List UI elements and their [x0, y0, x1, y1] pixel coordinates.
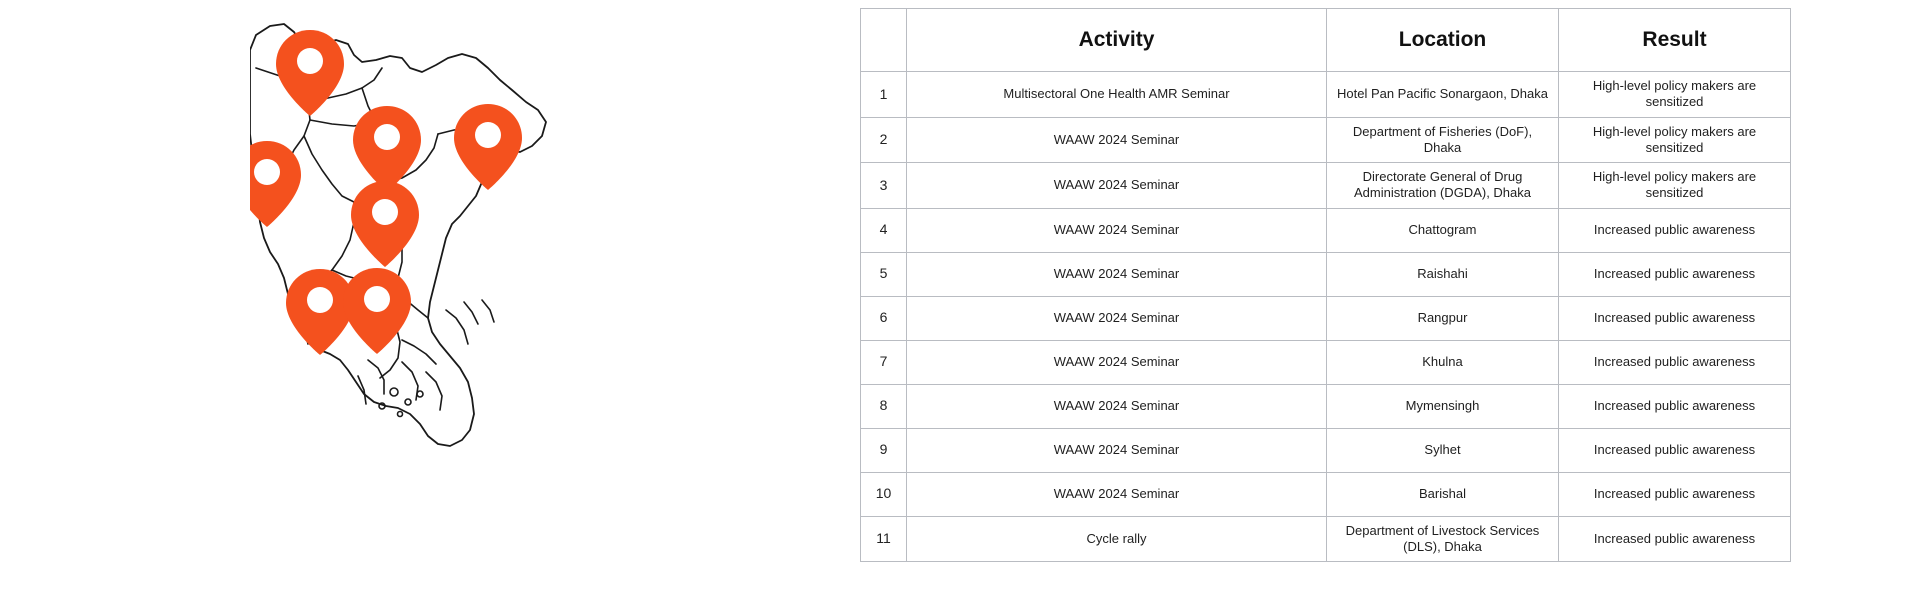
- map-markers: [250, 30, 522, 355]
- activity-table-panel: [860, 8, 1791, 562]
- cell-location: Rangpur: [1327, 296, 1559, 340]
- map-marker-barishal[interactable]: [343, 268, 411, 354]
- cell-location: Sylhet: [1327, 428, 1559, 472]
- cell-result: Increased public awareness: [1559, 296, 1791, 340]
- map-panel: [0, 0, 860, 600]
- cell-activity: WAAW 2024 Seminar: [907, 428, 1327, 472]
- column-header-result: Result: [1559, 9, 1791, 72]
- cell-activity: WAAW 2024 Seminar: [907, 384, 1327, 428]
- table-row: [861, 208, 1791, 252]
- cell-index: 2: [861, 117, 907, 163]
- table-header-row: [861, 9, 1791, 72]
- cell-location: Department of Livestock Services (DLS), Dhaka: [1327, 516, 1559, 562]
- table-row: [861, 428, 1791, 472]
- cell-activity: Cycle rally: [907, 516, 1327, 562]
- cell-result: Increased public awareness: [1559, 516, 1791, 562]
- cell-result: Increased public awareness: [1559, 428, 1791, 472]
- cell-index: 1: [861, 72, 907, 118]
- table-row: [861, 340, 1791, 384]
- cell-index: 8: [861, 384, 907, 428]
- cell-index: 6: [861, 296, 907, 340]
- column-header-location: Location: [1327, 9, 1559, 72]
- activity-table: [860, 8, 1791, 562]
- map-marker-raishahi[interactable]: [250, 141, 301, 227]
- cell-result: High-level policy makers are sensitized: [1559, 72, 1791, 118]
- table-row: [861, 72, 1791, 118]
- cell-activity: WAAW 2024 Seminar: [907, 208, 1327, 252]
- cell-result: Increased public awareness: [1559, 340, 1791, 384]
- table-body: [861, 72, 1791, 562]
- cell-activity: Multisectoral One Health AMR Seminar: [907, 72, 1327, 118]
- map-marker-rangpur[interactable]: [276, 30, 344, 116]
- cell-index: 3: [861, 163, 907, 209]
- column-header-activity: Activity: [907, 9, 1327, 72]
- cell-location: Mymensingh: [1327, 384, 1559, 428]
- map-marker-khulna[interactable]: [286, 269, 354, 355]
- table-row: [861, 163, 1791, 209]
- cell-location: Raishahi: [1327, 252, 1559, 296]
- table-row: [861, 117, 1791, 163]
- cell-activity: WAAW 2024 Seminar: [907, 296, 1327, 340]
- cell-location: Chattogram: [1327, 208, 1559, 252]
- table-header: [861, 9, 1791, 72]
- cell-activity: WAAW 2024 Seminar: [907, 117, 1327, 163]
- map-marker-sylhet[interactable]: [454, 104, 522, 190]
- cell-index: 7: [861, 340, 907, 384]
- table-row: [861, 384, 1791, 428]
- cell-location: Barishal: [1327, 472, 1559, 516]
- cell-activity: WAAW 2024 Seminar: [907, 252, 1327, 296]
- cell-activity: WAAW 2024 Seminar: [907, 472, 1327, 516]
- table-row: [861, 296, 1791, 340]
- cell-location: Directorate General of Drug Administration (DGDA), Dhaka: [1327, 163, 1559, 209]
- cell-result: High-level policy makers are sensitized: [1559, 117, 1791, 163]
- cell-index: 11: [861, 516, 907, 562]
- cell-activity: WAAW 2024 Seminar: [907, 163, 1327, 209]
- cell-location: Department of Fisheries (DoF), Dhaka: [1327, 117, 1559, 163]
- cell-index: 4: [861, 208, 907, 252]
- cell-result: High-level policy makers are sensitized: [1559, 163, 1791, 209]
- cell-index: 5: [861, 252, 907, 296]
- cell-result: Increased public awareness: [1559, 472, 1791, 516]
- table-row: [861, 516, 1791, 562]
- map-marker-dhaka[interactable]: [351, 181, 419, 267]
- bangladesh-map: [250, 10, 610, 510]
- table-row: [861, 472, 1791, 516]
- map-marker-mymensingh[interactable]: [353, 106, 421, 192]
- cell-result: Increased public awareness: [1559, 384, 1791, 428]
- cell-result: Increased public awareness: [1559, 252, 1791, 296]
- cell-location: Khulna: [1327, 340, 1559, 384]
- table-row: [861, 252, 1791, 296]
- cell-activity: WAAW 2024 Seminar: [907, 340, 1327, 384]
- cell-index: 10: [861, 472, 907, 516]
- cell-index: 9: [861, 428, 907, 472]
- column-header-index: [861, 9, 907, 72]
- cell-result: Increased public awareness: [1559, 208, 1791, 252]
- cell-location: Hotel Pan Pacific Sonargaon, Dhaka: [1327, 72, 1559, 118]
